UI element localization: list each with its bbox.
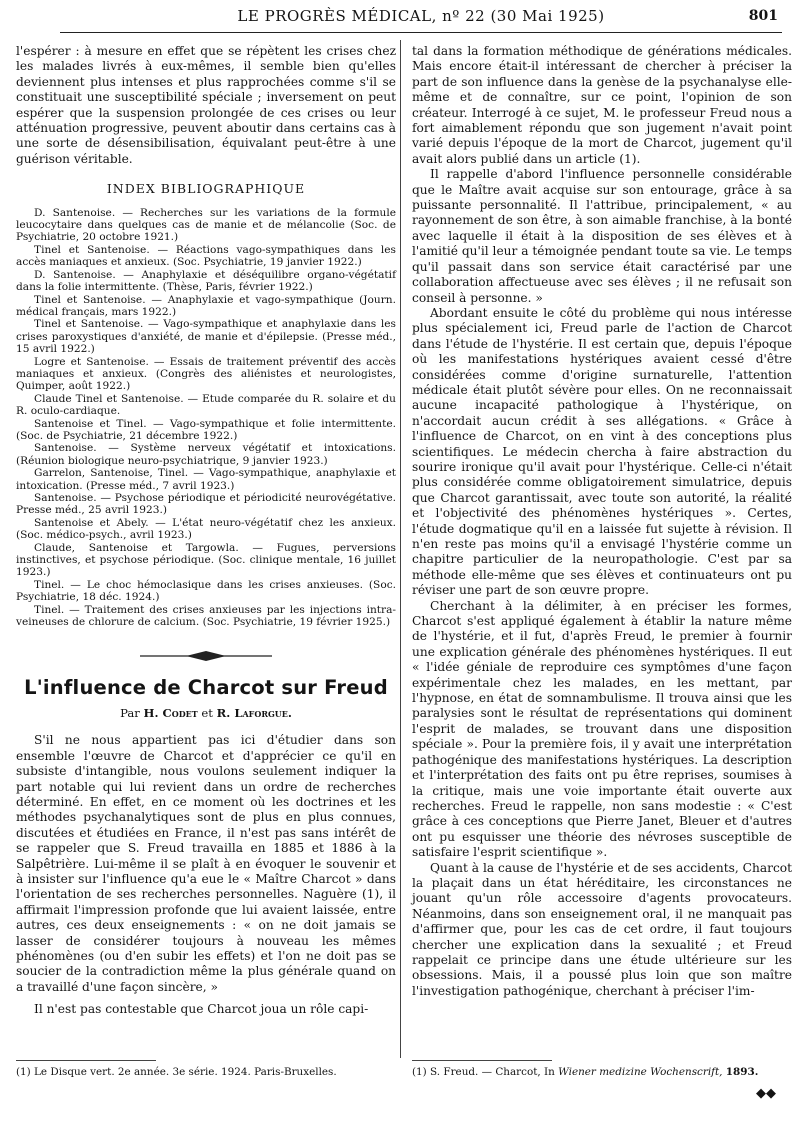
bibliography-entry: Santenoise. — Système nerveux végétatif et intoxications. (Réunion biologique neuro-psychiatrique, 9 janvier 1923.) <box>16 442 396 467</box>
article-title: L'influence de Charcot sur Freud <box>24 676 388 700</box>
bibliography-entry: Tinel et Santenoise. — Anaphylaxie et vago-sympathique (Journ. médical français, mars 1922.) <box>16 293 396 318</box>
footnote-year: 1893. <box>725 1066 759 1078</box>
article-paragraph: tal dans la formation méthodique de générations médicales. Mais encore était-il intéressant de chercher à préciser la part de son influence dans la genèse de la psychanalyse elle-même et de connaître, sur ce point, l'opinion de son créateur. Interrogé à ce sujet, M. le professeur Freud nous a fort aimablement répondu que son jugement n'avait point varié depuis l'époque de la mort de Charcot, jugement qu'il avait alors publié dans un article (1). <box>412 44 792 166</box>
footnote-text: (1) S. Freud. — Charcot, In <box>412 1066 555 1078</box>
bibliography-entry: D. Santenoise. — Anaphylaxie et déséquilibre organo-végétatif dans la folie intermittente. (Thèse, Paris, février 1922.) <box>16 268 396 294</box>
bibliography-entry: Santenoise et Tinel. — Vago-sympathique et folie intermittente. (Soc. de Psychiatrie, 21 décembre 1922.) <box>16 417 396 442</box>
bibliography-entry: Tinel. — Traitement des crises anxieuses par les injections intra-veineuses de chlorure de calcium. (Soc. Psychiatrie, 19 février 1925.) <box>16 603 396 629</box>
author-name: H. Codet <box>143 705 198 720</box>
bibliography-entry: Santenoise et Abely. — L'état neuro-végétatif chez les anxieux. (Soc. médico-psych., avril 1923.) <box>16 516 396 542</box>
bibliography-entry: Tinel. — Le choc hémoclasique dans les crises anxieuses. (Soc. Psychiatrie, 18 déc. 1924.) <box>16 578 396 604</box>
article-paragraph: Il n'est pas contestable que Charcot joua un rôle capi- <box>34 1002 369 1017</box>
bibliography-entry: Santenoise. — Psychose périodique et périodicité neurovégétative. Presse méd., 25 avril 1923.) <box>16 492 396 517</box>
bibliography-entry: Garrelon, Santenoise, Tinel. — Vago-sympathique, anaphylaxie et intoxication. (Presse méd., 7 avril 1923.) <box>16 467 396 492</box>
bibliography-entry: Claude Tinel et Santenoise. — Etude comparée du R. solaire et du R. oculo-cardiaque. <box>16 392 396 418</box>
footnote-right <box>412 1066 792 1126</box>
right-column <box>412 44 792 999</box>
author-name: R. Laforgue. <box>216 705 292 720</box>
bibliography-entry: Tinel et Santenoise. — Réactions vago-sympathiques dans les accès maniaques et anxieux. (Soc. Psychiatrie, 19 janvier 1922.) <box>16 243 396 269</box>
footnote-rule <box>412 1060 552 1061</box>
footnote-rule <box>16 1060 156 1061</box>
bibliography-entry: Claude, Santenoise et Targowla. — Fugues, perversions instinctives, et psychose périodique. (Soc. clinique mentale, 16 juillet 1923.) <box>16 541 396 579</box>
article-paragraph: Cherchant à la délimiter, à en préciser les formes, Charcot s'est appliqué également à établir la nature même de l'hystérie, et il fut, d'après Freud, le premier à fournir une explication générale des phénomènes hystériques. Il eut « l'idée géniale de reproduire ces symptômes d'une façon expérimentale chez les malades, en les mettant, par l'hypnose, en état de somnambulisme. Il trouva ainsi que les paralysies sont le résultat de représentations qui dominent l'esprit de malades, se trouvant dans une disposition spéciale ». Pour la première fois, il y avait une interprétation pathogénique des manifestations hystériques. La description et l'interprétation des faits ont pu être reprises, soumises à la critique, mais une voie importante était ouverte aux recherches. Freud le rappelle, non sans modestie : « C'est grâce à ces conceptions que Pierre Janet, Bleuer et d'autres ont pu esquisser une théorie des névroses susceptible de satisfaire l'esprit scientifique ». <box>412 598 792 860</box>
bibliography-list <box>16 207 396 629</box>
footnote-text: (1) Le Disque vert. 2e année. 3e série. 1924. Paris-Bruxelles. <box>16 1066 337 1078</box>
bibliography-entry: D. Santenoise. — Recherches sur les variations de la formule leucocytaire dans quelques cas de manie et de mélancolie (Soc. de Psychiatrie, 20 octobre 1921.) <box>16 206 396 244</box>
column-rule <box>400 40 401 1058</box>
article-paragraph: Il rappelle d'abord l'influence personnelle considérable que le Maître avait acquise sur son entourage, grâce à sa puissante personnalité. Il l'attribue, principalement, « au rayonnement de son être, à son aimable franchise, à la bonté avec laquelle il était à la disposition de ses élèves et à l'amitié qu'il leur a témoignée pendant toute sa vie. Le temps qu'il passait dans son service était caractérisé par une collaboration affectueuse avec ses élèves ; il ne refusait son conseil à personne. » <box>412 167 792 305</box>
page-number: 801 <box>748 8 778 24</box>
article-paragraph: Abordant ensuite le côté du problème qui nous intéresse plus spécialement ici, Freud parle de l'action de Charcot dans l'étude de l'hystérie. Il est certain que, depuis l'époque où les manifestations hystériques avaient cessé d'être considérées comme d'origine surnaturelle, l'attention médicale était plutôt sévère pour elles. On ne reconnaissait aucune incapacité pathologique à l'hystérique, on n'accordait aucun crédit à ses allégations. « Grâce à l'influence de Charcot, on en vint à des conceptions plus scientifiques. Le médecin chercha à faire abstraction du sourire ironique qu'il avait pour l'hystérique. Celle-ci n'était plus considérée comme obligatoirement simulatrice, depuis que Charcot garantissait, avec toute son autorité, la réalité et l'objectivité des phénomènes hystériques ». Certes, l'étude dogmatique qu'il en a laissée fut sujette à révision. Il n'en reste pas moins qu'il a envisagé l'hystérie comme un chapitre particulier de la neuropathologie. C'est par sa méthode elle-même que ses élèves et continuateurs ont pu réviser une part de son œuvre propre. <box>412 305 792 598</box>
footnote-left <box>16 1066 396 1126</box>
left-column <box>16 44 396 1018</box>
diamond-ornament-icon: ◆◆ <box>756 1086 776 1101</box>
footnote-journal: Wiener medizine Wochenscrift, <box>558 1066 723 1078</box>
index-title: INDEX BIBLIOGRAPHIQUE <box>106 181 306 197</box>
ornamental-divider <box>136 650 276 662</box>
byline-prefix: Par <box>120 705 140 720</box>
article-paragraph: Quant à la cause de l'hystérie et de ses accidents, Charcot la plaçait dans un état héréditaire, les circonstances ne jouant qu'un rôle accessoire d'agents provocateurs. Néanmoins, dans son enseignement oral, il ne manquait pas d'affirmer que, pour les cas de cet ordre, il faut toujours chercher une explication dans la sexualité ; et Freud rappelait ce principe dans une étude ultérieure sur les obsessions. Mais, il a poussé plus loin que son maître l'investigation pathogénique, cherchant à préciser l'im- <box>412 860 792 998</box>
article-paragraph: S'il ne nous appartient pas ici d'étudier dans son ensemble l'œuvre de Charcot et d'apprécier ce qu'il en subsiste d'intangible, nous voulons seulement indiquer la part notable qui lui revient dans un ordre de recherches déterminé. En effet, en ce moment où les doctrines et les méthodes psychanalytiques sont de plus en plus connues, discutées et étudiées en France, il n'est pas sans intérêt de se rappeler que S. Freud travailla en 1885 et 1886 à la Salpêtrière. Lui-même il se plaît à en évoquer le souvenir et à insister sur l'influence qu'a eue le « Maître Charcot » dans l'orientation de ses recherches personnelles. Naguère (1), il affirmait l'impression profonde que lui avaient laissée, entre autres, ces deux enseignements : « on ne doit jamais se lasser de considérer toujours à nouveau les mêmes phénomènes (ou d'en subir les effets) et l'on ne doit pas se soucier de la contradiction même la plus générale quand on a travaillé d'une façon sincère, » <box>16 733 396 994</box>
byline-conjunction: et <box>201 705 213 720</box>
intro-paragraph: l'espérer : à mesure en effet que se répètent les crises chez les malades livrés à eux-mêmes, il semble bien qu'elles deviennent plus intenses et plus rapprochées comme s'il se constituait une susceptibilité spéciale ; inversement on peut espérer que la suspension prolongée de ces crises ou leur atténuation progressive, peuvent aboutir dans certains cas à une sorte de désensibilisation, équivalant peut-être à une guérison véritable. <box>16 44 396 166</box>
page-header <box>60 2 782 33</box>
bibliography-entry: Logre et Santenoise. — Essais de traitement préventif des accès maniaques et anxieux. (Congrès des aliénistes et neurologistes, Quimper, août 1922.) <box>16 355 396 393</box>
byline <box>16 706 396 721</box>
bibliography-entry: Tinel et Santenoise. — Vago-sympathique et anaphylaxie dans les crises paroxystiques d'anxiété, de manie et d'épilepsie. (Presse méd., 15 avril 1922.) <box>16 318 396 356</box>
journal-title: LE PROGRÈS MÉDICAL, nº 22 (30 Mai 1925) <box>237 7 605 25</box>
